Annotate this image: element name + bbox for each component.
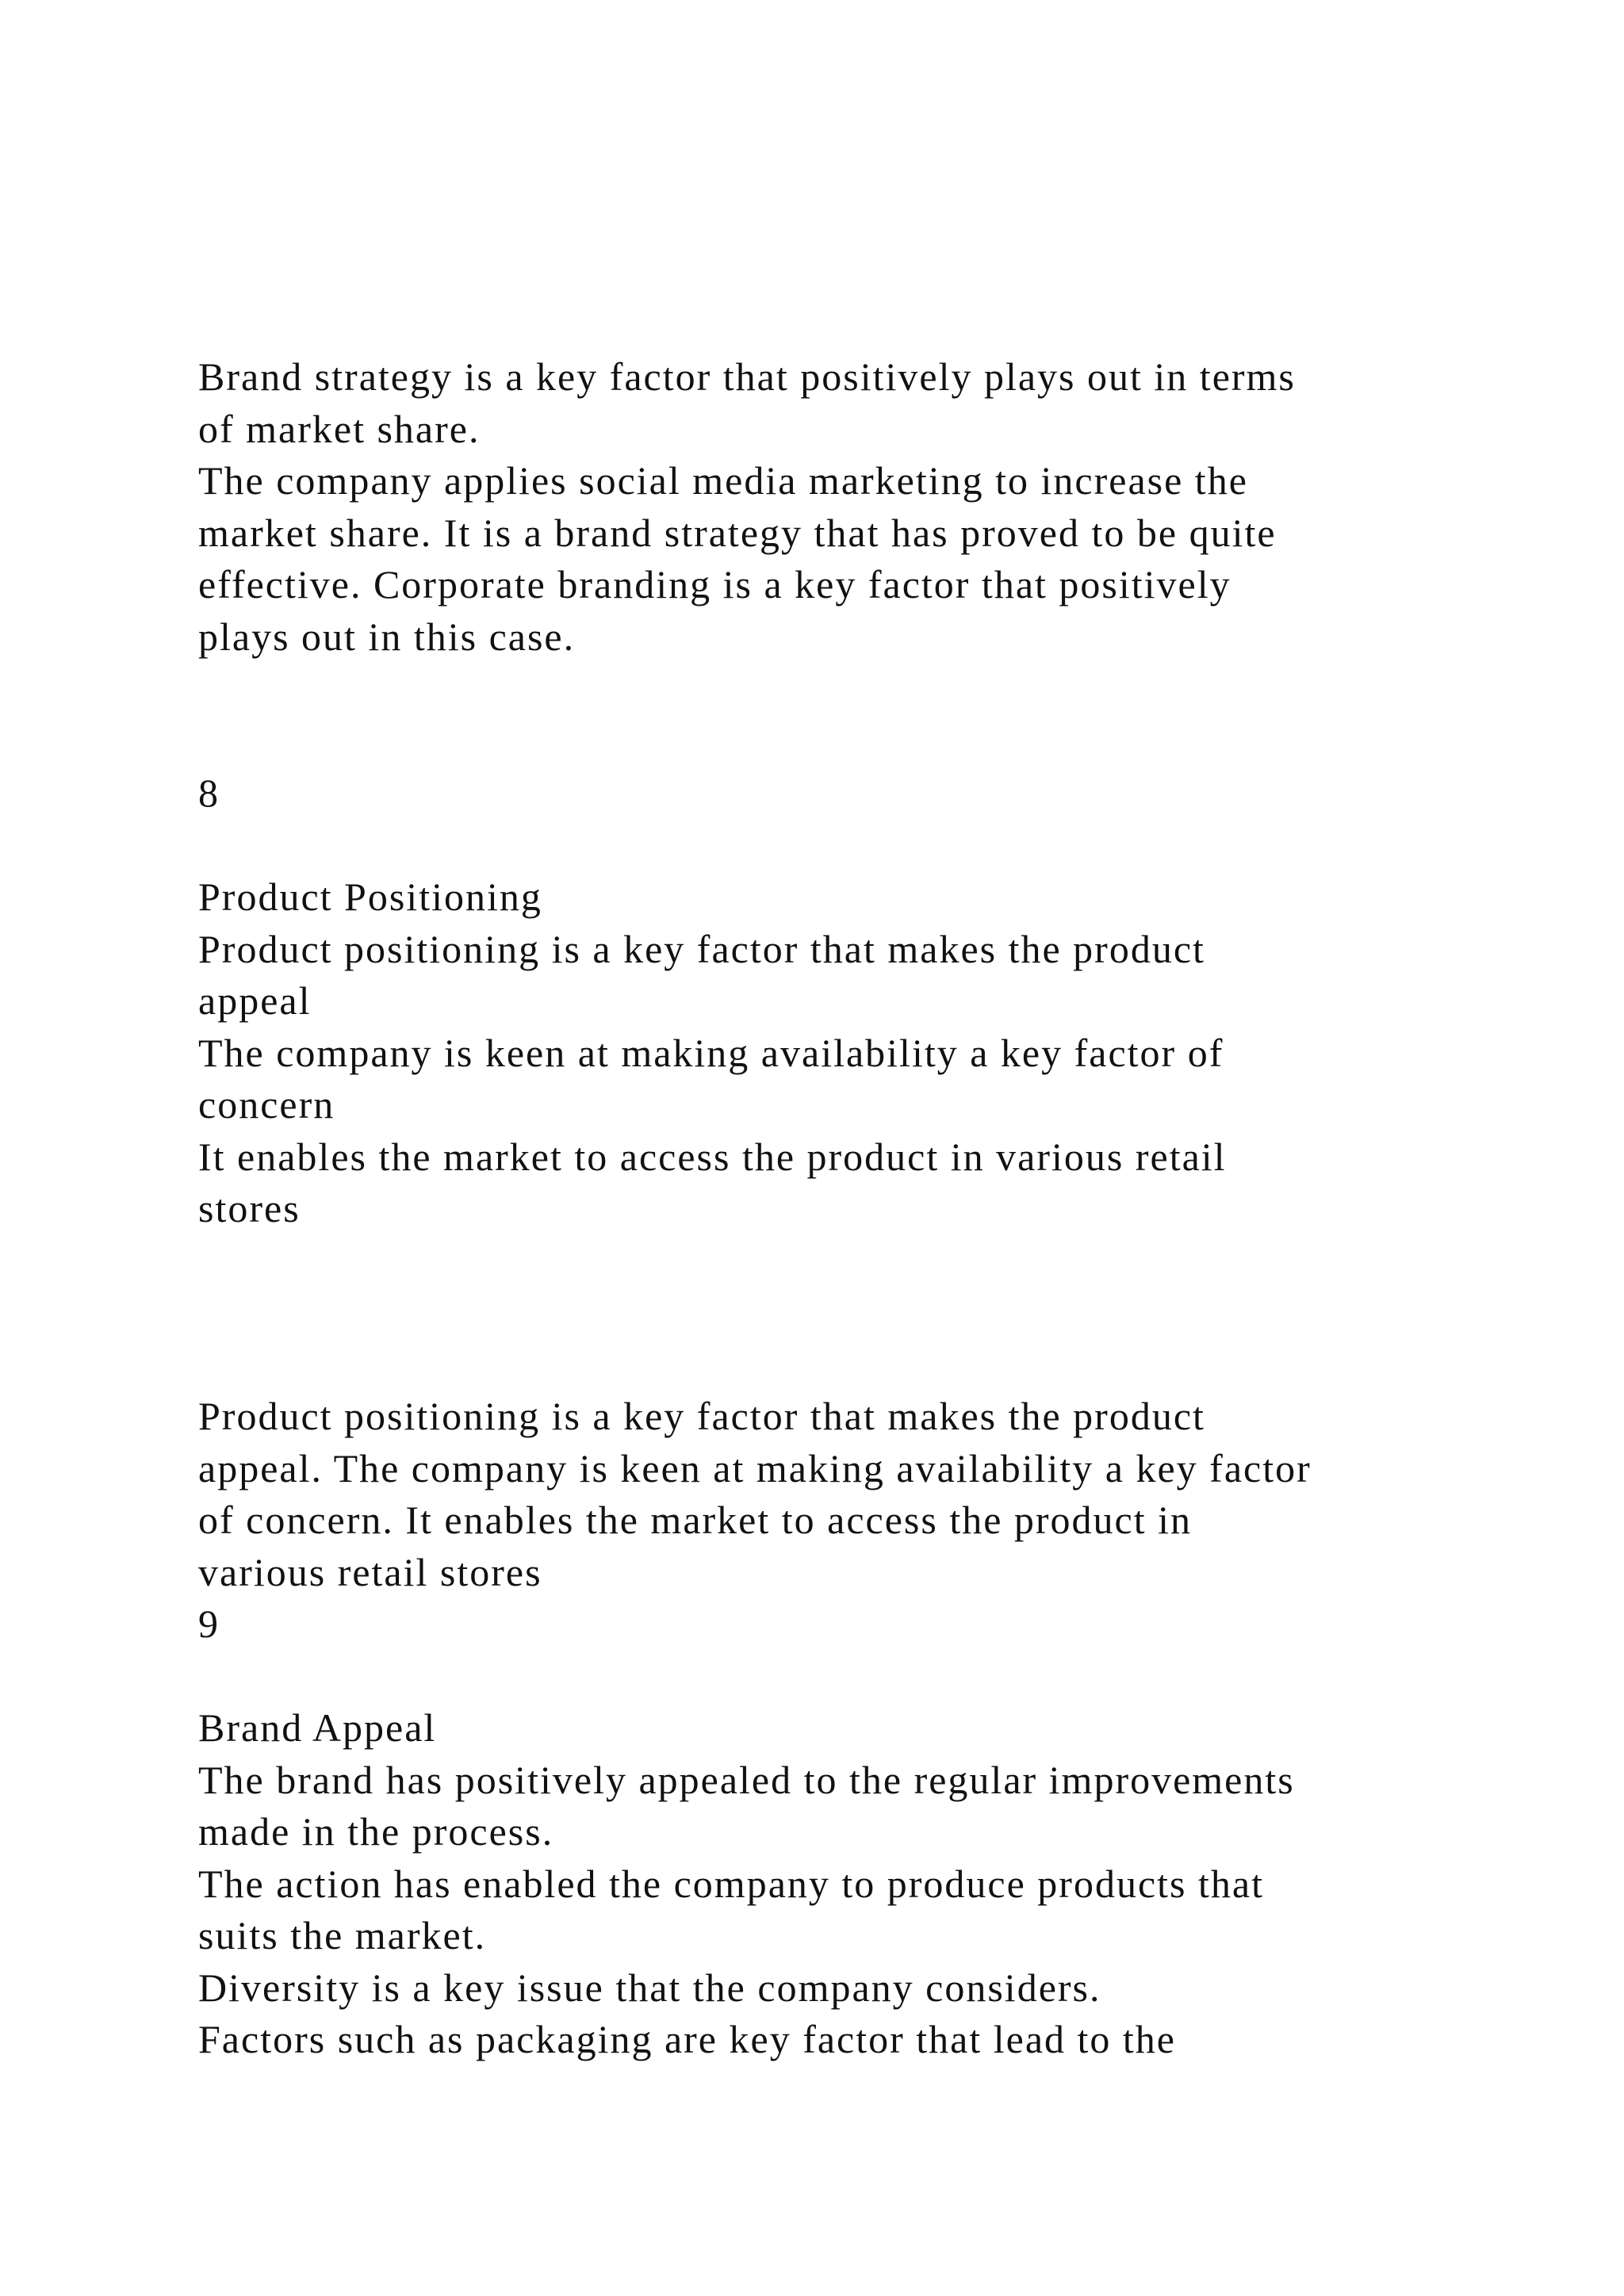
- section-heading: Brand Appeal: [198, 1705, 437, 1750]
- product-positioning-notes: [198, 1391, 1481, 1651]
- section-heading: Product Positioning: [198, 874, 542, 919]
- text-line: The company is keen at making availability a key factor of: [198, 1030, 1224, 1075]
- text-line: market share. It is a brand strategy that has proved to be quite: [198, 510, 1277, 555]
- brand-appeal-section: [198, 1702, 1481, 2066]
- page-number: 9: [198, 1601, 220, 1646]
- text-line: The brand has positively appealed to the regular improvements: [198, 1757, 1295, 1802]
- text-line: Product positioning is a key factor that makes the product: [198, 926, 1205, 971]
- text-line: effective. Corporate branding is a key factor that positively: [198, 562, 1231, 607]
- text-line: various retail stores: [198, 1549, 542, 1594]
- text-line: Diversity is a key issue that the company considers.: [198, 1965, 1101, 2010]
- text-line: made in the process.: [198, 1809, 554, 1854]
- text-line: suits the market.: [198, 1913, 487, 1957]
- page-number: 8: [198, 771, 220, 815]
- text-line: appeal: [198, 978, 312, 1023]
- slide-number-8: [198, 767, 1481, 820]
- product-positioning-section: [198, 871, 1481, 1235]
- text-line: concern: [198, 1082, 335, 1127]
- text-line: plays out in this case.: [198, 614, 576, 659]
- text-line: Factors such as packaging are key factor that lead to the: [198, 2017, 1176, 2061]
- text-line: stores: [198, 1186, 301, 1230]
- text-line: appeal. The company is keen at making availability a key factor: [198, 1445, 1312, 1490]
- text-line: Product positioning is a key factor that makes the product: [198, 1394, 1205, 1438]
- text-line: of market share.: [198, 406, 481, 451]
- brand-strategy-paragraph: [198, 351, 1481, 663]
- text-line: of concern. It enables the market to access the product in: [198, 1498, 1193, 1542]
- text-line: The company applies social media marketing to increase the: [198, 458, 1248, 503]
- text-line: It enables the market to access the product in various retail: [198, 1134, 1227, 1179]
- text-line: Brand strategy is a key factor that positively plays out in terms: [198, 354, 1296, 399]
- text-line: The action has enabled the company to produce products that: [198, 1861, 1264, 1906]
